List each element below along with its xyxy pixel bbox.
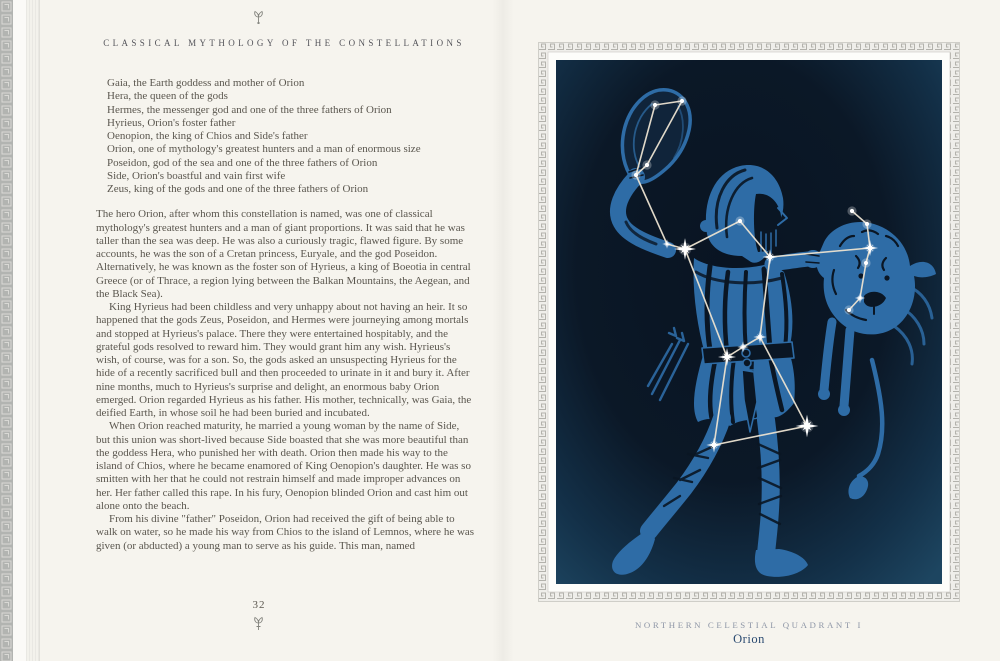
body-paragraph: The hero Orion, after whom this constellation is named, was one of classical mythology's greatest hunters and a man of giant proportions. It was said that he was taller than the sea was deep. He was also a curiously tragic, flawed figure. By some accounts, he was the son of a Cretan princess, Euryale, and the god Poseidon. Alternatively, he was known as the foster son of Hyrieus, a king of Boeotia in central Greece (or of Thrace, a region lying between the Balkan Mountains, the Aegean, and the Black Sea). [96, 208, 471, 300]
page-number: 32 [252, 599, 266, 611]
character-list-item: Hyrieus, Orion's foster father [107, 116, 236, 129]
page-edge-texture [26, 0, 40, 661]
character-list-item: Hera, the queen of the gods [107, 90, 228, 103]
caption-quadrant: NORTHERN CELESTIAL QUADRANT I [634, 620, 864, 630]
body-text [96, 77, 476, 553]
body-paragraphs [96, 208, 476, 553]
constellation-illustration [556, 60, 942, 584]
character-list-item: Zeus, king of the gods and one of the three fathers of Orion [107, 183, 369, 195]
running-head: CLASSICAL MYTHOLOGY OF THE CONSTELLATIONS [103, 38, 465, 48]
character-list-item: Oenopion, the king of Chios and Side's father [107, 130, 308, 142]
sprig-ornament-icon [252, 616, 265, 631]
body-paragraph: From his divine "father" Poseidon, Orion had received the gift of being able to walk on water, so he made his way from Chios to the island of Lemnos, where he was given (or abducted) a young man to serve as his guide. This man, named [96, 513, 475, 552]
right-leg [766, 420, 771, 554]
plate-frame [538, 42, 960, 602]
character-list-item: Gaia, the Earth goddess and mother of Orion [107, 77, 305, 89]
character-list-item: Side, Orion's boastful and vain first wife [107, 169, 286, 182]
caption-title: Orion [733, 632, 765, 646]
left-arm [772, 259, 808, 264]
character-list-item: Orion, one of mythology's greatest hunters and a man of enormous size [107, 143, 421, 156]
page-edge-meander-strip [0, 0, 13, 661]
page-edge-gap [13, 0, 26, 661]
character-list [107, 77, 476, 196]
character-list-item: Poseidon, god of the sea and one of the three fathers of Orion [107, 156, 378, 169]
spread-gutter-shadow [492, 0, 514, 661]
body-paragraph: King Hyrieus had been childless and very unhappy about not having an heir. It so happened that the gods Zeus, Poseidon, and Hermes were journeying among mortals and stopped at Hyrieus's palace. There they were entertained hospitably, and the grateful gods resolved to reward him. They would grant him any wish. Hyrieus's wish, of course, was for a son. So, the gods asked an unsuspecting Hyrieus for the hide of a recently sacrificed bull and then proceeded to urinate in it and bury it. After nine months, much to Hyrieus's surprise and delight, an enormous baby Orion emerged. Orion regarded Hyrieus as his father. His mother, technically, was Gaia, the deified Earth, in whose soil he had been buried and incubated. [96, 301, 472, 419]
sprig-ornament-icon [252, 10, 265, 25]
character-list-item: Hermes, the messenger god and one of the three fathers of Orion [107, 103, 392, 116]
body-paragraph: When Orion reached maturity, he married a young woman by the name of Side, but this union was short-lived because Side boasted that she was more beautiful than the goddess Hera, who punished her with death. Orion then made his way to the island of Chios, where he became enamored of King Oenopion's daughter. He was so smitten with her that he could not restrain himself and made improper advances on her. Her father called this rape. In his fury, Oenopion blinded Orion and cast him out alone onto the beach. [96, 420, 471, 512]
